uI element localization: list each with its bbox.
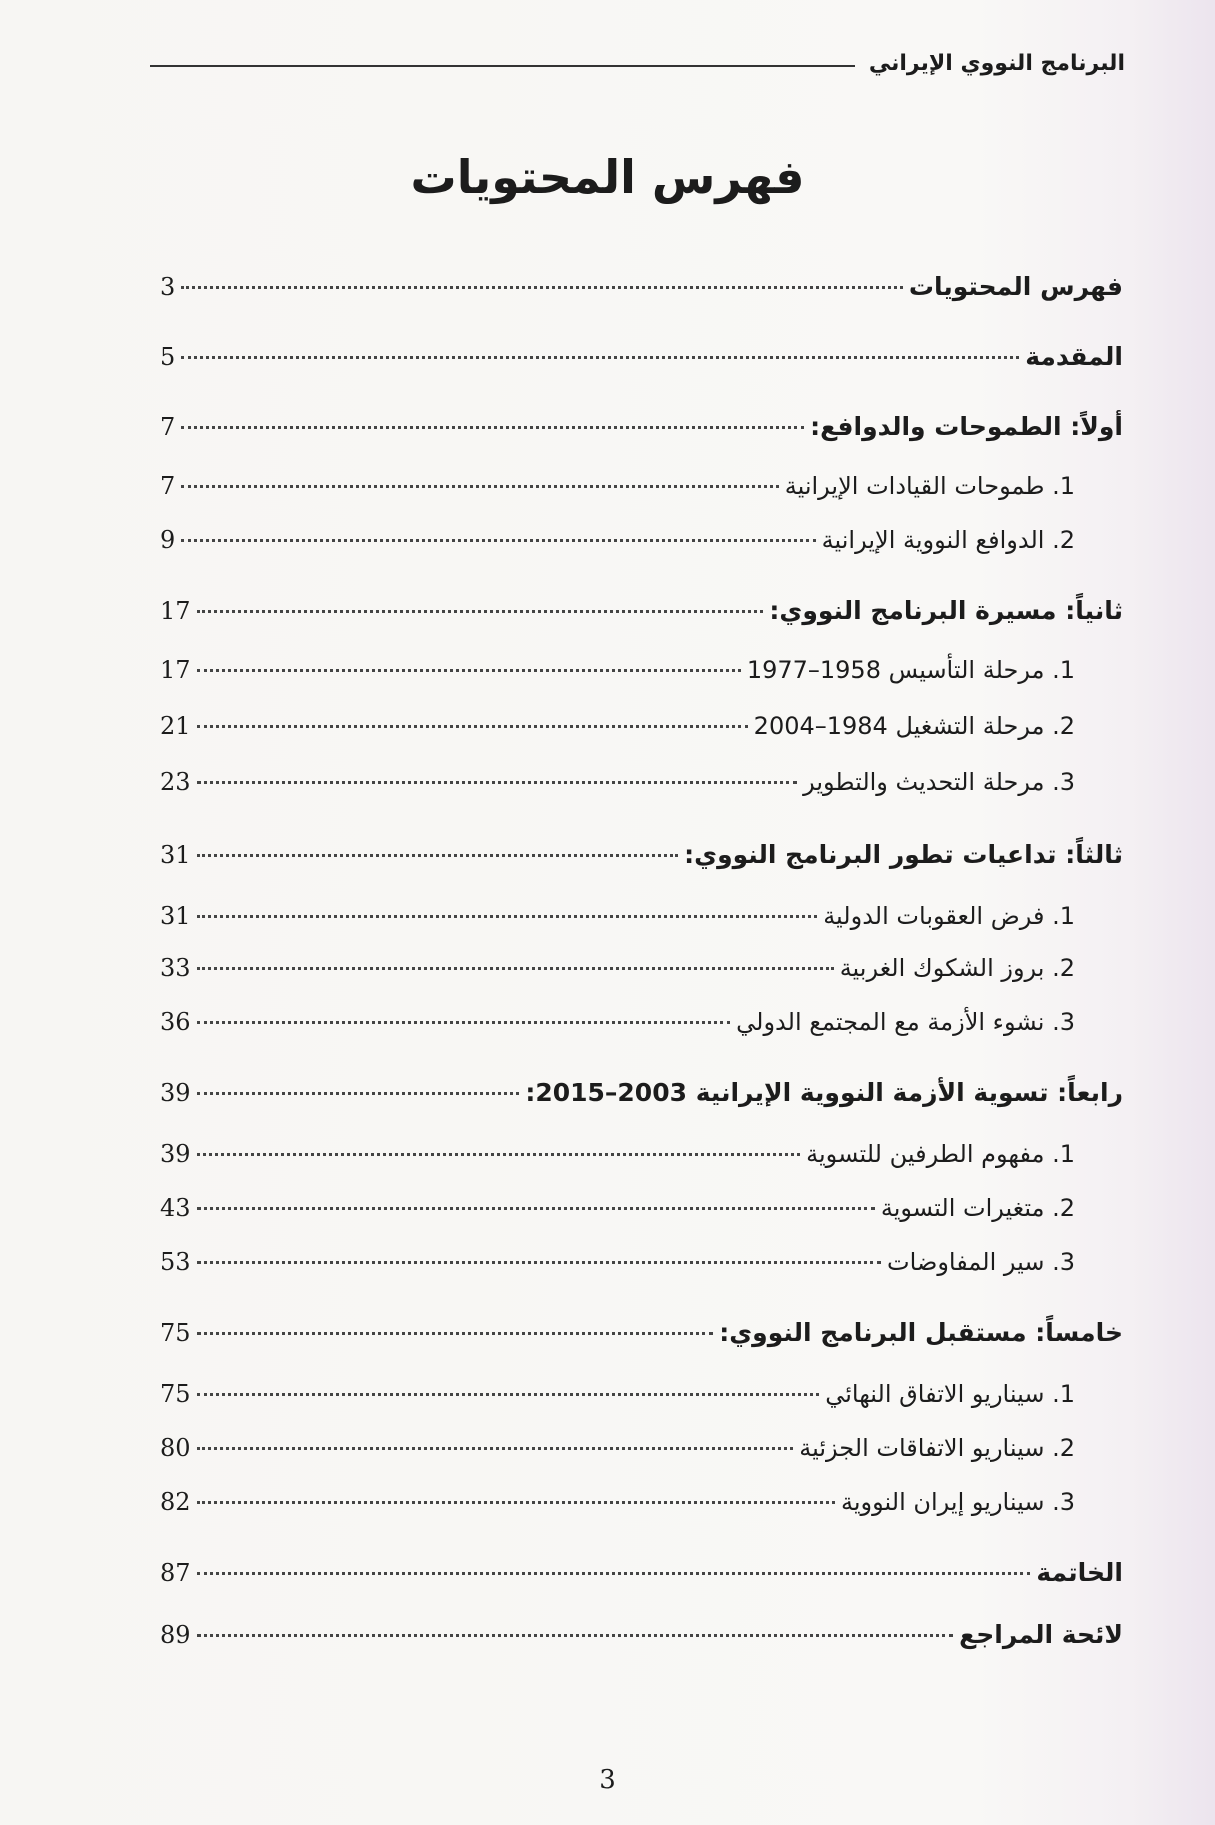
dot-leader [197, 1393, 820, 1396]
entry-page-number: 53 [160, 1248, 191, 1276]
entry-page-number: 17 [160, 656, 191, 684]
entry-title: 1. مفهوم الطرفين للتسوية [806, 1140, 1075, 1168]
toc-subsection-entry [160, 1008, 1075, 1048]
entry-title: أولاً: الطموحات والدوافع: [810, 412, 1123, 441]
toc-subsection-entry [160, 1248, 1075, 1288]
toc-subsection-entry [160, 526, 1075, 566]
toc-subsection-entry [160, 1488, 1075, 1528]
dot-leader [197, 854, 679, 857]
dot-leader [181, 356, 1019, 359]
toc-subsection-entry [160, 656, 1075, 696]
entry-page-number: 23 [160, 768, 191, 796]
toc-subsection-entry [160, 1140, 1075, 1180]
toc-section-entry [160, 1318, 1123, 1358]
toc-section-entry [160, 840, 1123, 880]
header-rule [150, 65, 855, 67]
toc-section-entry [160, 1558, 1123, 1598]
entry-page-number: 39 [160, 1140, 191, 1168]
dot-leader [197, 1447, 794, 1450]
entry-title: 1. فرض العقوبات الدولية [823, 902, 1075, 930]
page-title: فهرس المحتويات [410, 150, 805, 204]
entry-page-number: 7 [160, 413, 176, 441]
toc-section-entry [160, 412, 1123, 452]
entry-page-number: 17 [160, 597, 191, 625]
entry-title: 3. سير المفاوضات [887, 1248, 1075, 1276]
toc-subsection-entry [160, 768, 1075, 808]
entry-page-number: 21 [160, 712, 191, 740]
dot-leader [181, 539, 815, 542]
dot-leader [197, 1332, 714, 1335]
entry-title: الخاتمة [1036, 1558, 1123, 1587]
dot-leader [197, 967, 834, 970]
toc-subsection-entry [160, 1194, 1075, 1234]
toc-section-entry [160, 596, 1123, 636]
entry-title: ثالثاً: تداعيات تطور البرنامج النووي: [684, 840, 1123, 869]
entry-page-number: 5 [160, 343, 176, 371]
entry-title: 2. بروز الشكوك الغربية [839, 954, 1075, 982]
entry-page-number: 3 [160, 273, 176, 301]
dot-leader [197, 1153, 801, 1156]
entry-title: رابعاً: تسوية الأزمة النووية الإيرانية 2003–2015: [525, 1078, 1123, 1107]
toc-subsection-entry [160, 1380, 1075, 1420]
entry-title: 2. مرحلة التشغيل 1984–2004 [753, 712, 1075, 740]
toc-subsection-entry [160, 954, 1075, 994]
entry-page-number: 75 [160, 1319, 191, 1347]
page-number: 3 [599, 1765, 616, 1795]
entry-title: 1. مرحلة التأسيس 1958–1977 [746, 656, 1075, 684]
entry-page-number: 39 [160, 1079, 191, 1107]
entry-title: 2. سيناريو الاتفاقات الجزئية [799, 1434, 1075, 1462]
dot-leader [197, 1501, 835, 1504]
entry-title: 2. الدوافع النووية الإيرانية [821, 526, 1075, 554]
entry-page-number: 31 [160, 841, 191, 869]
dot-leader [181, 286, 903, 289]
dot-leader [197, 1092, 520, 1095]
toc-subsection-entry [160, 1434, 1075, 1474]
dot-leader [197, 1634, 954, 1637]
dot-leader [197, 1261, 882, 1264]
entry-title: المقدمة [1025, 342, 1123, 371]
entry-title: 1. طموحات القيادات الإيرانية [784, 472, 1075, 500]
running-header [150, 48, 1125, 78]
entry-title: ثانياً: مسيرة البرنامج النووي: [769, 596, 1123, 625]
toc-section-entry [160, 1078, 1123, 1118]
entry-title: خامساً: مستقبل البرنامج النووي: [719, 1318, 1123, 1347]
dot-leader [181, 485, 778, 488]
entry-page-number: 7 [160, 472, 176, 500]
dot-leader [197, 781, 798, 784]
dot-leader [181, 426, 804, 429]
entry-page-number: 33 [160, 954, 191, 982]
entry-page-number: 75 [160, 1380, 191, 1408]
entry-title: 3. سيناريو إيران النووية [840, 1488, 1075, 1516]
running-title: البرنامج النووي الإيراني [868, 50, 1125, 76]
dot-leader [197, 1207, 875, 1210]
dot-leader [197, 669, 741, 672]
entry-title: 2. متغيرات التسوية [880, 1194, 1075, 1222]
toc-section-entry [160, 1620, 1123, 1660]
toc-subsection-entry [160, 472, 1075, 512]
entry-page-number: 9 [160, 526, 176, 554]
entry-page-number: 43 [160, 1194, 191, 1222]
entry-page-number: 31 [160, 902, 191, 930]
toc-section-entry [160, 342, 1123, 382]
entry-title: فهرس المحتويات [908, 272, 1123, 301]
toc-section-entry [160, 272, 1123, 312]
toc-subsection-entry [160, 712, 1075, 752]
entry-page-number: 89 [160, 1621, 191, 1649]
dot-leader [197, 1572, 1031, 1575]
dot-leader [197, 610, 764, 613]
dot-leader [197, 725, 748, 728]
dot-leader [197, 1021, 731, 1024]
entry-title: 3. مرحلة التحديث والتطوير [803, 768, 1075, 796]
entry-page-number: 36 [160, 1008, 191, 1036]
entry-page-number: 80 [160, 1434, 191, 1462]
entry-title: لائحة المراجع [959, 1620, 1123, 1649]
entry-title: 1. سيناريو الاتفاق النهائي [825, 1380, 1075, 1408]
entry-page-number: 82 [160, 1488, 191, 1516]
toc-subsection-entry [160, 902, 1075, 942]
dot-leader [197, 915, 818, 918]
entry-title: 3. نشوء الأزمة مع المجتمع الدولي [736, 1008, 1075, 1036]
entry-page-number: 87 [160, 1559, 191, 1587]
